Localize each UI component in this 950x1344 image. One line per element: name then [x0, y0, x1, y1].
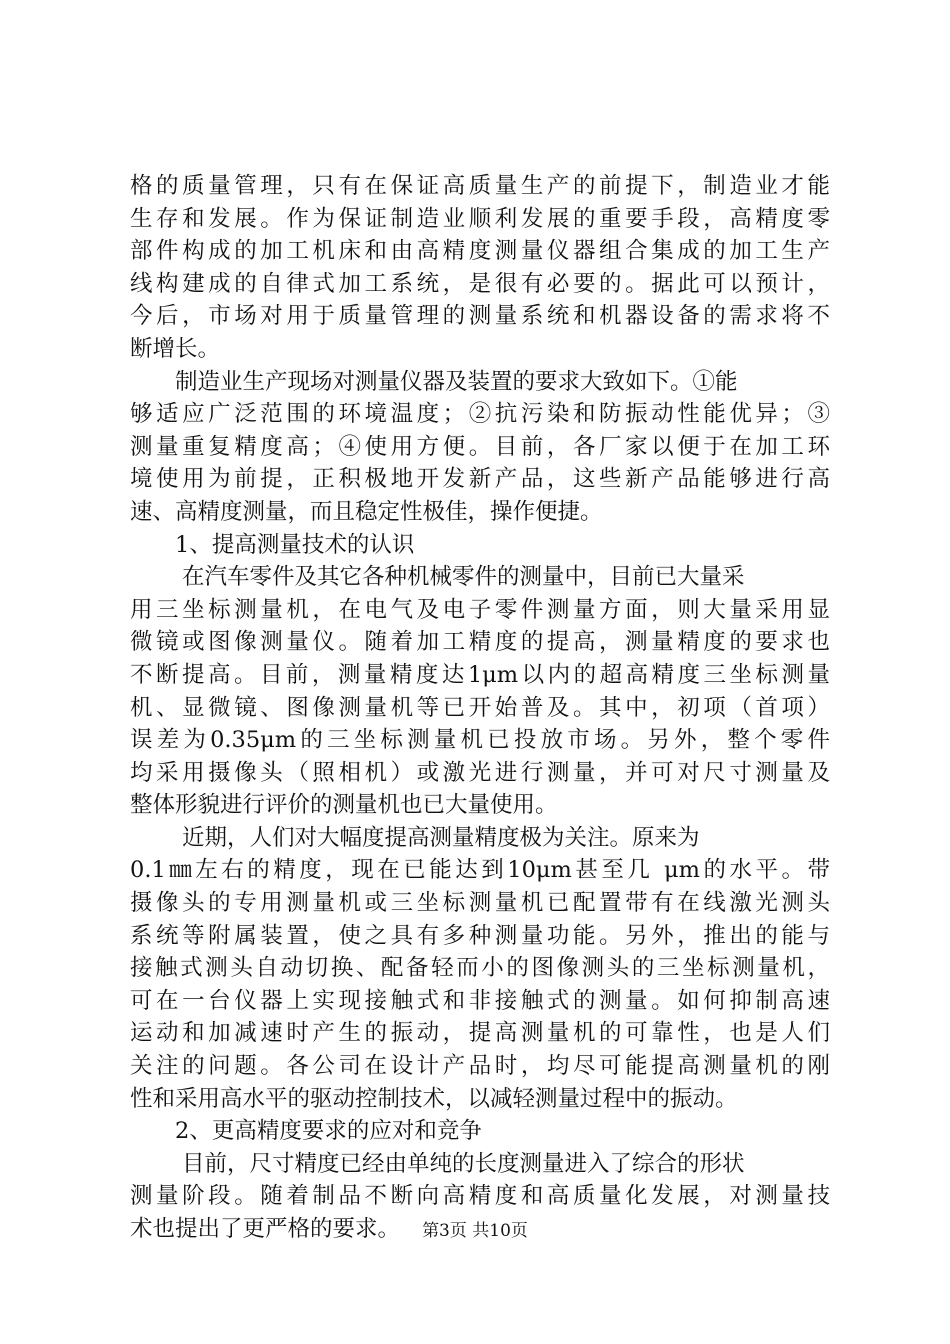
- text-line: 今后，市场对用于质量管理的测量系统和机器设备的需求将不: [130, 303, 830, 330]
- text-line: 线构建成的自律式加工系统，是很有必要的。据此可以预计，: [130, 270, 830, 297]
- text-line: 术也提出了更严格的要求。: [130, 1216, 401, 1242]
- paragraph-start-line: 近期，人们对大幅度提高测量精度极为关注。原来为: [182, 824, 700, 851]
- text-line: 运动和加减速时产生的振动，提高测量机的可靠性，也是人们: [130, 1020, 830, 1047]
- text-line: 测量阶段。随着制品不断向高精度和高质量化发展，对测量技: [130, 1183, 830, 1210]
- text-line: 生存和发展。作为保证制造业顺利发展的重要手段，高精度零: [130, 205, 830, 232]
- text-line: 均采用摄像头（照相机）或激光进行测量，并可对尺寸测量及: [130, 759, 830, 786]
- text-line: 够适应广泛范围的环境温度；②抗污染和防振动性能优异；③: [130, 401, 830, 428]
- text-line: 整体形貌进行评价的测量机也已大量使用。: [130, 792, 558, 819]
- text-line: 关注的问题。各公司在设计产品时，均尽可能提高测量机的刚: [130, 1053, 830, 1080]
- text-line: 误差为0.35μm的三坐标测量机已投放市场。另外，整个零件: [130, 727, 830, 754]
- text-line: 微镜或图像测量仪。随着加工精度的提高，测量精度的要求也: [130, 629, 830, 656]
- text-line: 系统等附属装置，使之具有多种测量功能。另外，推出的能与: [130, 922, 830, 949]
- text-line: 境使用为前提，正积极地开发新产品，这些新产品能够进行高: [130, 466, 830, 493]
- text-line: 用三坐标测量机，在电气及电子零件测量方面，则大量采用显: [130, 596, 830, 623]
- text-line: 速、高精度测量，而且稳定性极佳，操作便捷。: [130, 498, 603, 525]
- paragraph-start-line: 目前，尺寸精度已经由单纯的长度测量进入了综合的形状: [182, 1150, 745, 1177]
- text-line: 性和采用高水平的驱动控制技术，以减轻测量过程中的振动。: [130, 1085, 738, 1112]
- paragraph-start-line: 制造业生产现场对测量仪器及装置的要求大致如下。①能: [175, 368, 738, 395]
- section-heading-1: 1、提高测量技术的认识: [175, 531, 415, 558]
- text-line: 摄像头的专用测量机或三坐标测量机已配置带有在线激光测头: [130, 890, 830, 917]
- paragraph-start-line: 在汽车零件及其它各种机械零件的测量中，目前已大量采: [182, 564, 745, 591]
- text-line: 机、显微镜、图像测量机等已开始普及。其中，初项（首项）: [130, 694, 830, 721]
- text-line: 接触式测头自动切换、配备轻而小的图像测头的三坐标测量机，: [130, 955, 830, 982]
- page-number-footer: 第3页 共10页: [422, 1221, 528, 1241]
- document-body: [130, 170, 830, 1246]
- text-line: 部件构成的加工机床和由高精度测量仪器组合集成的加工生产: [130, 238, 830, 265]
- text-line: 0.1㎜左右的精度，现在已能达到10μm甚至几 μm的水平。带: [130, 857, 830, 884]
- text-line: 断增长。: [130, 335, 221, 362]
- text-line: 格的质量管理，只有在保证高质量生产的前提下，制造业才能: [130, 173, 830, 199]
- text-line: 测量重复精度高；④使用方便。目前，各厂家以便于在加工环: [130, 433, 830, 460]
- text-line: 不断提高。目前，测量精度达1μm以内的超高精度三坐标测量: [130, 661, 830, 688]
- section-heading-2: 2、更高精度要求的应对和竞争: [175, 1118, 482, 1145]
- text-line: 可在一台仪器上实现接触式和非接触式的测量。如何抑制高速: [130, 987, 830, 1014]
